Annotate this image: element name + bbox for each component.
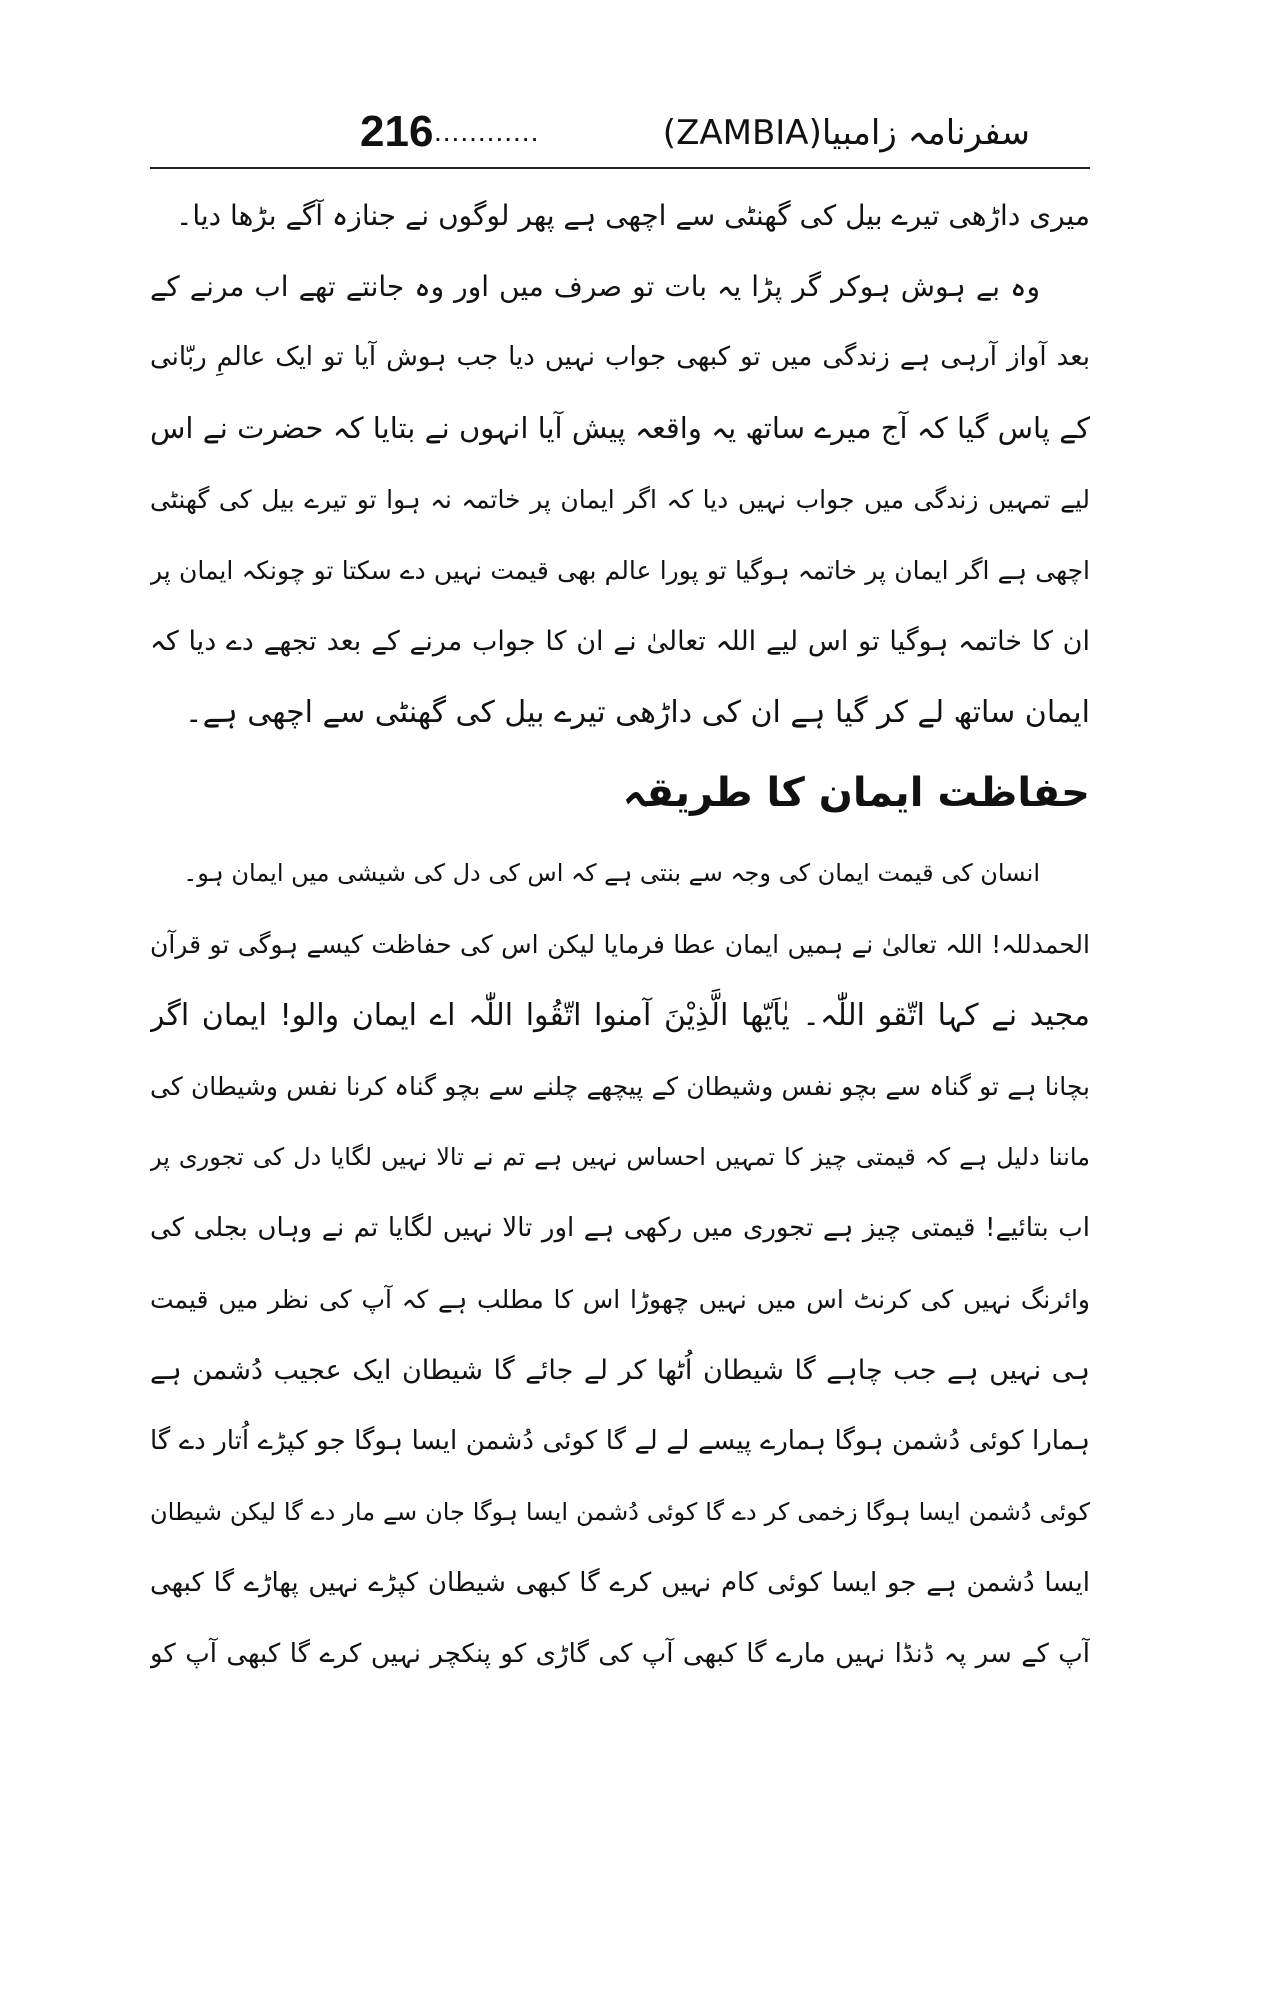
text-line: ہی نہیں ہے جب چاہے گا شیطان اُٹھا کر لے جائے گا شیطان ایک عجیب دُشمن ہے	[150, 1355, 1090, 1386]
section-heading: حفاظت ایمان کا طریقہ	[622, 770, 1090, 816]
text-line: ایسا دُشمن ہے جو ایسا کوئی کام نہیں کرے گا کبھی شیطان کپڑے نہیں پھاڑے گا کبھی	[150, 1568, 1090, 1598]
text-line: ہمارا کوئی دُشمن ہوگا ہمارے پیسے لے لے گا کوئی دُشمن ایسا ہوگا جو کپڑے اُتار دے گا	[150, 1426, 1090, 1456]
text-line: الحمدللہ! اللہ تعالیٰ نے ہمیں ایمان عطا فرمایا لیکن اس کی حفاظت کیسے ہوگی تو قرآن	[150, 930, 1090, 959]
text-line: وائرنگ نہیں کی کرنٹ اس میں نہیں چھوڑا اس کا مطلب ہے کہ آپ کی نظر میں قیمت	[150, 1285, 1090, 1314]
text-line: میری داڑھی تیرے بیل کی گھنٹی سے اچھی ہے پھر لوگوں نے جنازہ آگے بڑھا دیا۔	[175, 199, 1090, 232]
text-line: اب بتائیے! قیمتی چیز ہے تجوری میں رکھی ہے اور تالا نہیں لگایا تم نے وہاں بجلی کی	[150, 1213, 1090, 1243]
text-line: اچھی ہے اگر ایمان پر خاتمہ ہوگیا تو پورا عالم بھی قیمت نہیں دے سکتا تو چونکہ ایمان پر	[150, 556, 1090, 585]
text-line: بعد آواز آرہی ہے زندگی میں تو کبھی جواب نہیں دیا جب ہوش آیا تو ایک عالمِ ربّانی	[150, 342, 1090, 372]
text-line: مجید نے کہا اتّقو اللّٰہ۔ یٰاَیّھا الَّذِیْنَ آمنوا اتّقُوا اللّٰہ اے ایمان والو! ایمان اگر	[150, 998, 1090, 1033]
text-line: وہ بے ہوش ہوکر گر پڑا یہ بات تو صرف میں اور وہ جانتے تھے اب مرنے کے	[150, 270, 1040, 303]
text-line: آپ کے سر پہ ڈنڈا نہیں مارے گا کبھی آپ کی گاڑی کو پنکچر نہیں کرے گا کبھی آپ کو	[150, 1639, 1090, 1669]
page-header	[150, 105, 1090, 165]
page-number: 216	[360, 107, 434, 156]
text-line: لیے تمہیں زندگی میں جواب نہیں دیا کہ اگر ایمان پر خاتمہ نہ ہوا تو تیرے بیل کی گھنٹی	[150, 485, 1090, 514]
text-line: کے پاس گیا کہ آج میرے ساتھ یہ واقعہ پیش آیا انہوں نے بتایا کہ حضرت نے اس	[150, 411, 1090, 445]
text-line: کوئی دُشمن ایسا ہوگا زخمی کر دے گا کوئی دُشمن ایسا ہوگا جان سے مار دے گا لیکن شیطان	[150, 1498, 1090, 1526]
text-line: انسان کی قیمت ایمان کی وجہ سے بنتی ہے کہ اس کی دل کی شیشی میں ایمان ہو۔	[183, 859, 1040, 887]
text-line: ان کا خاتمہ ہوگیا تو اس لیے اللہ تعالیٰ نے ان کا جواب مرنے کے بعد تجھے دے دیا کہ	[150, 626, 1090, 657]
text-line: ایمان ساتھ لے کر گیا ہے ان کی داڑھی تیرے بیل کی گھنٹی سے اچھی ہے۔	[185, 695, 1090, 730]
running-title: سفرنامہ زامبیا(ZAMBIA)	[662, 113, 1030, 153]
header-rule	[150, 167, 1090, 169]
header-leader-dots: ............	[434, 116, 540, 147]
text-line: بچانا ہے تو گناہ سے بچو نفس وشیطان کے پیچھے چلنے سے بچو گناہ کرنا نفس وشیطان کی	[150, 1072, 1090, 1101]
text-line: ماننا دلیل ہے کہ قیمتی چیز کا تمہیں احساس نہیں ہے تم نے تالا نہیں لگایا دل کی تجوری پر	[150, 1143, 1090, 1171]
body-text	[150, 180, 1090, 1690]
